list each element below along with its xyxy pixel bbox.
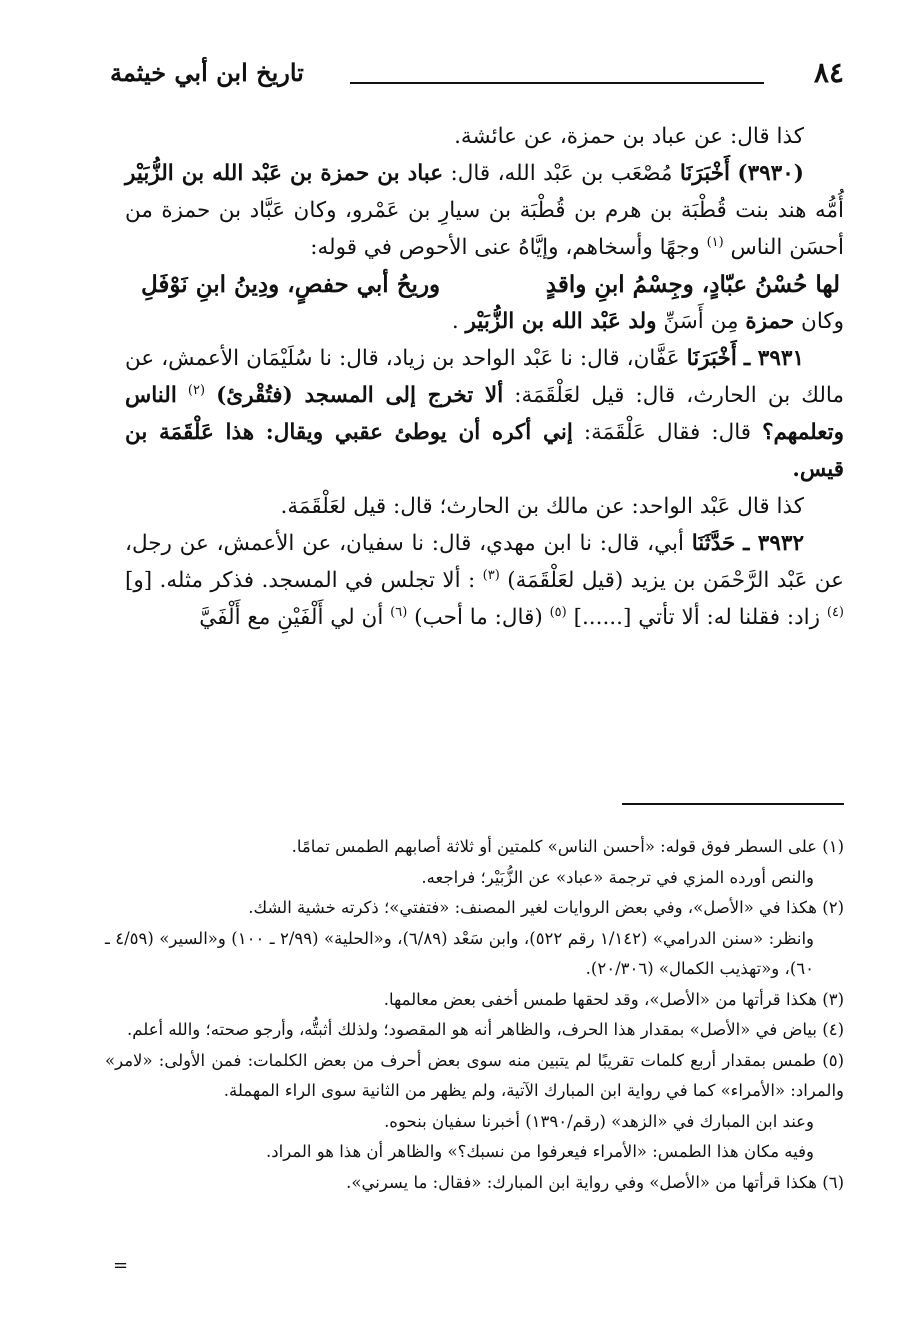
footnote-ref: (٤) <box>826 604 844 620</box>
footnote-1: (١) على السطر فوق قوله: «أحسن الناس» كلمتين أو ثلاثة أصابهم الطمس تمامًا. <box>291 837 844 856</box>
hadith-number: ٣٩٣١ ـ <box>743 346 804 371</box>
page-number: ٨٤ <box>813 56 844 89</box>
running-header <box>110 56 844 96</box>
footnote-ref: (٣) <box>482 567 500 583</box>
matn-text: إني أكره أن يوطئ عقبي ويقال: هذا عَلْقَمَة بن قيس. <box>125 420 844 482</box>
footnote-4: (٤) بياض في «الأصل» بمقدار هذا الحرف، والظاهر أنه هو المقصود؛ ولذلك أثبتُّه، وأرجو صحته؛ والله أعلم. <box>127 1020 844 1039</box>
paragraph-note: كذا قال عَبْد الواحد: عن مالك بن الحارث؛ قال: قيل لعَلْقَمَة. <box>280 494 804 519</box>
narration-verb: أَخْبَرَنَا <box>679 161 730 186</box>
isnad-text: عَفَّان، قال: نا عَبْد الواحد بن زياد، قال: نا سُلَيْمَان الأعمش، عن مالك بن الحارث، قال: قيل لعَلْقَمَة: <box>125 346 844 408</box>
hadith-3931 <box>125 340 844 488</box>
footnote-ref: (٦) <box>390 604 408 620</box>
narration-verb: أَخْبَرَنَا <box>686 346 737 371</box>
footnote-ref: (١) <box>706 234 724 250</box>
footnote-5-cont: وعند ابن المبارك في «الزهد» (رقم/١٣٩٠) أخبرنا سفيان بنحوه. <box>384 1111 814 1131</box>
paragraph-note: كذا قال: عن عباد بن حمزة، عن عائشة. <box>454 124 804 149</box>
text-span: مِن أَسَنِّ <box>663 309 739 334</box>
footnotes <box>105 832 844 1198</box>
matn-text: أُمُّه هند بنت قُطْبَة بن هرم بن قُطْبَة بن سيارِ بن عَمْرو، وكان عَبَّاد بن حمزة من أحسَن الناس <box>125 198 844 260</box>
narrator-name: عباد بن حمزة بن عَبْد الله بن الزُّبَيْر <box>125 161 444 186</box>
isnad-text: أبي، قال: نا ابن مهدي، قال: نا سفيان، عن الأعمش، عن رجل، عن عَبْد الرَّحْمَن بن يزيد (قيل لعَلْقَمَة) <box>125 531 844 593</box>
name-span: ولد عَبْد الله بن الزُّبَيْر <box>465 309 657 334</box>
matn-text: (قال: ما أحب) <box>414 605 543 630</box>
isnad-text: مُصْعَب بن عَبْد الله، قال: <box>450 161 673 186</box>
footnote-1-cont: والنص أورده المزي في ترجمة «عباد» عن الزُّبَيْر؛ فراجعه. <box>421 867 814 887</box>
footnote-2-cont: وانظر: «سنن الدرامي» (١/١٤٢ رقم ٥٢٢)، وابن سَعْد (٦/٨٩)، و«الحلية» (٢/٩٩ ـ ١٠٠) و«السير» (٤/٥٩ ـ ٦٠)، و«تهذيب الكمال» (٢٠/٣٠٦). <box>105 928 814 978</box>
footnote-5-cont: وفيه مكان هذا الطمس: «الأمراء فيعرفوا من نسبك؟» والظاهر أن هذا هو المراد. <box>266 1142 814 1161</box>
hadith-number: ٣٩٣٢ ـ <box>743 531 804 556</box>
hadith-number: (٣٩٣٠) <box>737 161 804 186</box>
text-span: وكان <box>801 309 844 334</box>
hadith-3930 <box>125 155 844 266</box>
matn-text: ألا تخرج إلى المسجد (فتُقْرئ) <box>216 383 504 408</box>
text-span: . <box>451 309 459 334</box>
matn-text: زاد: فقلنا له: ألا تأتي [......] <box>573 605 821 630</box>
book-title: تاريخ ابن أبي خيثمة <box>110 58 304 87</box>
name-span: حمزة <box>745 309 795 334</box>
footnote-2: (٢) هكذا في «الأصل»، وفي بعض الروايات لغير المصنف: «فتفتي»؛ ذكرته خشية الشك. <box>248 898 844 917</box>
continuation-mark: = <box>113 1255 129 1276</box>
footnote-ref: (٥) <box>549 604 567 620</box>
matn-text-cont: وجهًا وأسخاهم، وإيَّاهُ عنى الأحوص في قوله: <box>310 235 700 260</box>
footnote-ref: (٢) <box>187 382 206 398</box>
verse-first-hemistich: لها حُسْنُ عبّادٍ، وجِسْمُ ابنِ واقدٍ <box>545 271 840 298</box>
matn-text: أن لي أَلْفَيْنِ مع أَلْفَيَّ <box>199 605 384 630</box>
footnote-3: (٣) هكذا قرأتها من «الأصل»، وقد لحقها طمس أخفى بعض معالمها. <box>383 989 844 1009</box>
verse-second-hemistich: وريحُ أبي حفصٍ، ودِينُ ابنِ نَوْفَلِ <box>141 271 441 298</box>
matn-text: : ألا تجلس في المسجد. فذكر مثله. [و] <box>125 568 476 593</box>
matn-text: الناس وتعلمهم؟ <box>125 383 844 445</box>
paragraph-hamza <box>125 303 844 340</box>
text-span: قال: فقال عَلْقَمَة: <box>583 420 752 445</box>
footnote-separator <box>622 803 844 805</box>
hadith-3932 <box>125 525 844 636</box>
narration-verb: حَدَّثَنَا <box>691 531 736 556</box>
header-rule <box>350 82 764 84</box>
poetry-verse <box>125 266 844 303</box>
main-text <box>125 118 844 636</box>
footnote-6: (٦) هكذا قرأتها من «الأصل» وفي رواية ابن المبارك: «فقال: ما يسرني». <box>346 1172 844 1192</box>
footnote-5: (٥) طمس بمقدار أربع كلمات تقريبًا لم يتبين منه سوى بعض أحرف من بعض الكلمات: فمن الأولى: «لامر» والمراد: «الأمراء» كما في رواية ابن المبارك الآتية، ولم يظهر من الثانية سوى الراء المهملة. <box>105 1050 844 1100</box>
